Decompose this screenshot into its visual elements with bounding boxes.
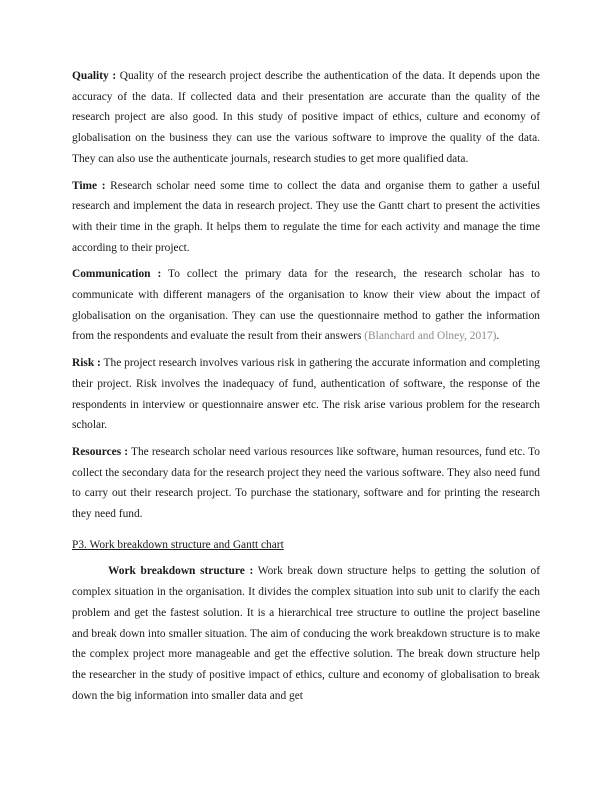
resources-paragraph [72, 442, 540, 525]
risk-text: The project research involves various risk in gathering the accurate information and completing their project. Risk involves the inadequacy of fund, authentication of software, the response of the respondents in interview or questionnaire answer etc. The risk arise various problem for the research scholar. [72, 357, 540, 432]
wbs-text: Work break down structure helps to getting the solution of complex situation in the organisation. It divides the complex situation into sub unit to clarify the each problem and get the fastest solution. It is a hierarchical tree structure to outline the project baseline and break down into smaller situation. The aim of conducing the work breakdown structure is to make the complex project more manageable and get the effective solution. The break down structure help the researcher in the study of positive impact of ethics, culture and economy of globalisation to break down the big information into smaller data and get [72, 565, 540, 702]
quality-term: Quality : [72, 70, 117, 82]
communication-text: To collect the primary data for the research, the research scholar has to communicate with different managers of the organisation to know their view about the impact of globalisation on the organisation. They can use the questionnaire method to gather the information from the respondents and evaluate the result from their answers [72, 268, 540, 343]
time-term: Time : [72, 179, 106, 192]
resources-term: Resources : [72, 445, 129, 458]
communication-end: . [496, 330, 500, 343]
wbs-paragraph [72, 561, 540, 706]
resources-text: The research scholar need various resources like software, human resources, fund etc. To collect the secondary data for the research project they need the various software. They also need fund to carry out their research project. To purchase the stationary, software and for printing the research they need fund. [72, 445, 540, 521]
section-heading: P3. Work breakdown structure and Gantt chart [72, 538, 284, 551]
quality-paragraph [72, 66, 540, 170]
risk-paragraph [72, 353, 540, 436]
risk-term: Risk : [72, 357, 101, 370]
quality-text: Quality of the research project describe the authentication of the data. It depends upon the accuracy of the data. If collected data and their presentation are accurate than the quality of the research project are also good. In this study of positive impact of ethics, culture and economy of globalisation on the business they can use the various software to improve the quality of the data. They can also use the authenticate journals, research studies to get more qualified data. [72, 70, 540, 165]
communication-paragraph [72, 264, 540, 347]
time-paragraph [72, 176, 540, 259]
communication-term: Communication : [72, 268, 162, 281]
communication-citation[interactable]: (Blanchard and Olney, 2017) [364, 330, 497, 343]
time-text: Research scholar need some time to collect the data and organise them to gather a useful research and implement the data in research project. They use the Gantt chart to present the activities with their time in the graph. It helps them to regulate the time for each activity and manage the time according to their project. [72, 179, 540, 254]
wbs-term: Work breakdown structure : [108, 565, 254, 578]
document-page [72, 66, 540, 712]
